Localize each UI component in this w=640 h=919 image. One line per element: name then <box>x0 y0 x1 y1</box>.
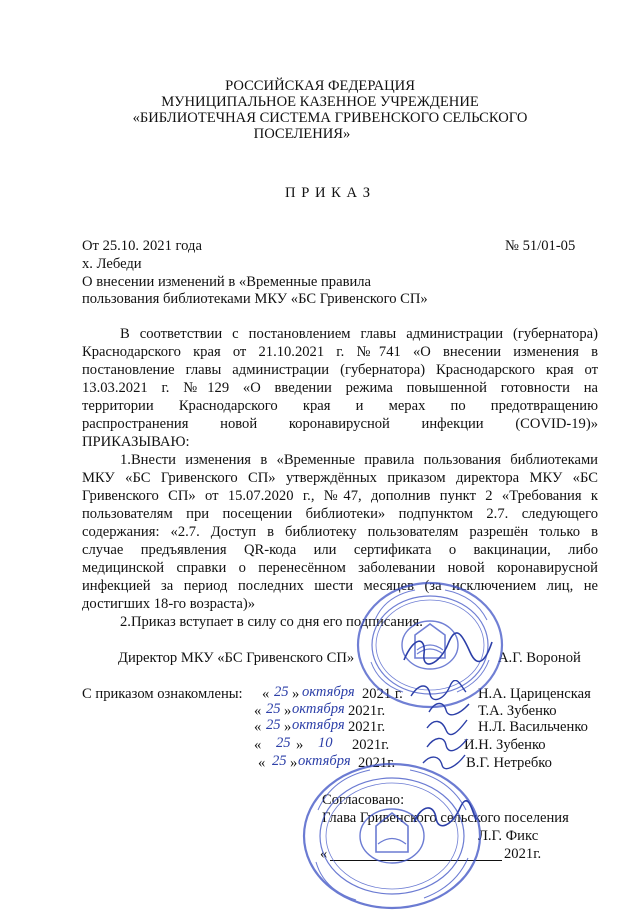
approval-position: Глава Гривенского сельского поселения <box>322 810 569 826</box>
header-line-1: РОССИЙСКАЯ ФЕДЕРАЦИЯ <box>225 78 415 94</box>
p2-line: медицинской справки о перенесённом заболевании новой коронавирусной <box>82 560 598 576</box>
order-number: № 51/01-05 <box>505 238 576 254</box>
p2-line: инфекцией за период последних шести месяцев (за исключением лиц, не <box>82 578 598 594</box>
header-line-2: МУНИЦИПАЛЬНОЕ КАЗЕННОЕ УЧРЕЖДЕНИЕ <box>161 94 479 110</box>
acq-handwritten-day: 25 <box>266 701 281 717</box>
p2-line: пользователям при посещении библиотеки» подпунктом 2.7. следующего <box>82 506 598 522</box>
p1-line: 13.03.2021 г. №129 «О введении режима повышенной готовности на <box>82 380 598 396</box>
acq-close-quote: » <box>292 686 300 702</box>
approval-date-open-quote: « <box>320 846 328 862</box>
p2-line: достигших 18-го возраста)» <box>82 596 256 612</box>
p2-line: Гривенского СП» от 15.07.2020 г., №47, дополнив пункт 2 «Требования к <box>82 488 598 504</box>
acq-handwritten-day: 25 <box>266 717 281 733</box>
acq-year: 2021 г. <box>362 686 403 702</box>
acq-handwritten-day: 25 <box>272 753 287 769</box>
acq-handwritten-month: октября <box>292 717 345 733</box>
acq-handwritten-month: октября <box>292 701 345 717</box>
acquainted-label: С приказом ознакомлены: <box>82 686 243 702</box>
p2-line: МКУ «БС Гривенского СП» утверждённых приказом директора МКУ «БС <box>82 470 598 486</box>
acq-name: В.Г. Нетребко <box>466 755 552 771</box>
acq-open-quote: « <box>254 719 262 735</box>
order-subject-line-2: пользования библиотеками МКУ «БС Гривенского СП» <box>82 291 428 307</box>
approval-signature-icon <box>410 800 480 830</box>
acq-close-quote: » <box>296 737 304 753</box>
order-title: П Р И К А З <box>285 185 372 201</box>
p1-line: территории Краснодарского края и мерах по предотвращению <box>82 398 598 414</box>
signature-name: А.Г. Вороной <box>498 650 581 666</box>
approval-year: 2021г. <box>504 846 542 862</box>
signature-4-icon <box>424 733 470 753</box>
acq-handwritten-month: октября <box>302 684 355 700</box>
p2-line: случае предъявления QR-кода или сертификата о вакцинации, либо <box>82 542 598 558</box>
header-line-4: ПОСЕЛЕНИЯ» <box>253 126 351 142</box>
approval-name: Л.Г. Фикс <box>478 828 539 844</box>
acq-open-quote: « <box>254 737 262 753</box>
p2-line: 1.Внести изменения в «Временные правила пользования библиотеками <box>120 452 598 468</box>
p1-line: постановление главы администрации (губернатора) Краснодарского края от <box>82 362 598 378</box>
acq-open-quote: « <box>258 755 266 771</box>
order-place: х. Лебеди <box>82 256 142 272</box>
acq-handwritten-day: 25 <box>276 735 291 751</box>
administration-seal-icon <box>300 760 485 912</box>
acq-name: И.Н. Зубенко <box>464 737 546 753</box>
director-signature-icon <box>400 630 495 670</box>
acq-handwritten-month: 10 <box>318 735 333 751</box>
acq-handwritten-day: 25 <box>274 684 289 700</box>
acq-handwritten-month: октября <box>298 753 351 769</box>
p2-line: содержания: «2.7. Доступ в библиотеку пользователям разрешён только в <box>82 524 598 540</box>
acq-close-quote: » <box>284 703 292 719</box>
acq-year: 2021г. <box>352 737 390 753</box>
order-date: От 25.10. 2021 года <box>82 238 202 254</box>
acq-name: Т.А. Зубенко <box>478 703 557 719</box>
order-subject-line-1: О внесении изменений в «Временные правила <box>82 274 372 290</box>
p1-line: В соответствии с постановлением главы администрации (губернатора) <box>120 326 598 342</box>
p1-line: распространения новой коронавирусной инфекции (COVID-19)» <box>82 416 598 432</box>
signature-position: Директор МКУ «БС Гривенского СП» <box>118 650 355 666</box>
signature-5-icon <box>420 751 468 771</box>
acq-close-quote: » <box>284 719 292 735</box>
acq-open-quote: « <box>262 686 270 702</box>
p3-line: 2.Приказ вступает в силу со дня его подписания. <box>120 614 423 630</box>
header-line-3: «БИБЛИОТЕЧНАЯ СИСТЕМА ГРИВЕНСКОГО СЕЛЬСКОГО <box>132 110 528 126</box>
acq-year: 2021г. <box>358 755 396 771</box>
acq-close-quote: » <box>290 755 298 771</box>
p1-line: ПРИКАЗЫВАЮ: <box>82 434 190 450</box>
acq-name: Н.Л. Васильченко <box>478 719 588 735</box>
acq-year: 2021г. <box>348 703 386 719</box>
acq-open-quote: « <box>254 703 262 719</box>
signature-2-icon <box>426 698 472 718</box>
approval-label: Согласовано: <box>322 792 405 808</box>
p1-line: Краснодарского края от 21.10.2021 г. №741 «О внесении изменения в <box>82 344 598 360</box>
acq-year: 2021г. <box>348 719 386 735</box>
acq-name: Н.А. Цариценская <box>478 686 591 702</box>
